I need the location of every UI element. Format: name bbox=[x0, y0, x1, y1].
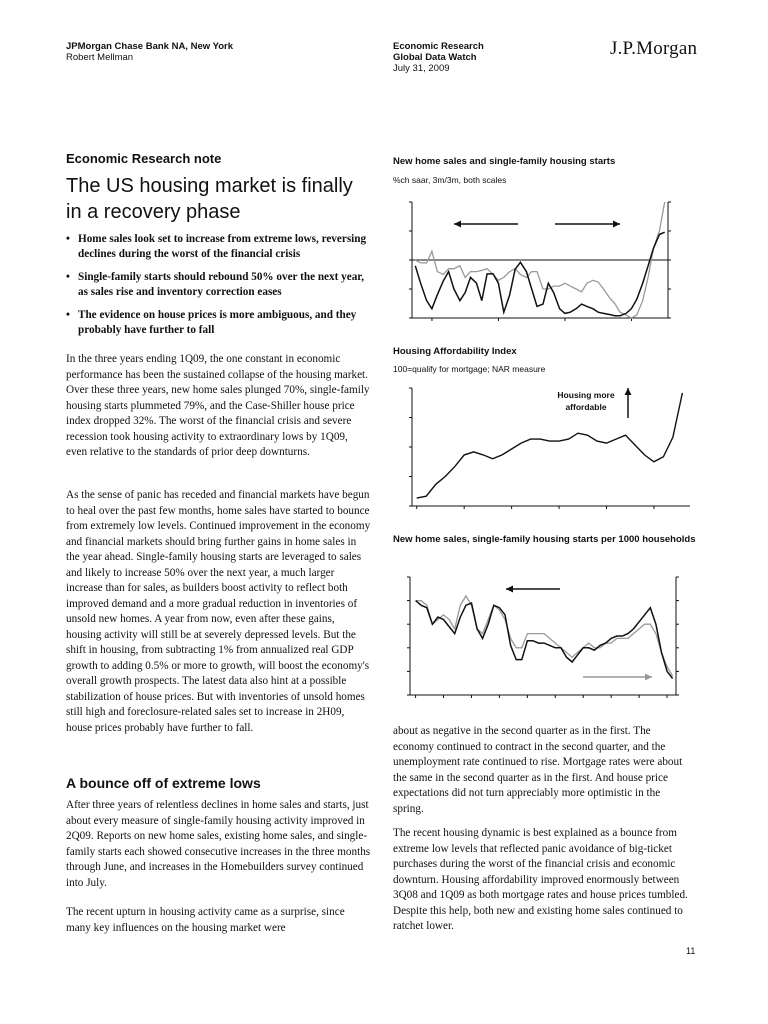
chart3-series-home-sales bbox=[416, 601, 673, 679]
publication: Global Data Watch bbox=[393, 52, 477, 63]
author-name: Robert Mellman bbox=[66, 52, 134, 63]
section-heading: A bounce off of extreme lows bbox=[66, 775, 261, 791]
chart3-title: New home sales, single-family housing starts per 1000 households bbox=[393, 534, 696, 545]
chart1-subtitle: %ch saar, 3m/3m, both scales bbox=[393, 175, 507, 185]
chart3-arrow-left-head bbox=[506, 586, 513, 593]
page-number: 11 bbox=[686, 946, 696, 956]
article-title: The US housing market is finally in a recovery phase bbox=[66, 175, 353, 223]
key-point: • The evidence on house prices is more ambiguous, and they probably have further to fall bbox=[66, 308, 371, 338]
paragraph-bounce: After three years of relentless declines in home sales and starts, just about every measure of single-family housing activity improved in 2Q09. Reports on new home sales, existing home sales, and single-family starts each showed consecutive increases in the three months through June, and increases in the Homebuilders survey continued into July. bbox=[66, 799, 371, 889]
chart3-series-starts bbox=[416, 596, 673, 676]
chart2-subtitle: 100=qualify for mortgage; NAR measure bbox=[393, 364, 546, 374]
paragraph-dynamic: The recent housing dynamic is best explained as a bounce from extreme low levels that reflected panic avoidance of big-ticket purchases during the worst of the financial crisis and economic downturn. Housing affordability improved enormously between 3Q08 and 1Q09 as both mortgage rates and house prices tumbled. Despite this help, both new and existing home sales continued to ratchet lower. bbox=[393, 827, 688, 932]
key-point: • Single-family starts should rebound 50% over the next year, as sales rise and inventory correction eases bbox=[66, 270, 371, 300]
key-point: • Home sales look set to increase from extreme lows, reversing declines during the worst of the financial crisis bbox=[66, 232, 371, 262]
chart2-title: Housing Affordability Index bbox=[393, 346, 517, 357]
paragraph-intro: In the three years ending 1Q09, the one constant in economic performance has been the sustained collapse of the housing market. Over these three years, new home sales plunged 70%, single-family housing starts plummeted 79%, and the Case-Shiller house price index dropped 32%. The worst of the financial crisis and severe recession took housing activity to extraordinary lows by 1Q09, even relative to the standards of prior deep downturns. bbox=[66, 353, 370, 458]
chart3-arrow-right-head bbox=[645, 674, 652, 681]
paragraph-surprise: The recent upturn in housing activity came as a surprise, since many key influences on the housing market were bbox=[66, 906, 345, 934]
jpmorgan-logo: J.P.Morgan bbox=[610, 38, 698, 59]
chart1-title: New home sales and single-family housing starts bbox=[393, 156, 616, 167]
department: Economic Research bbox=[393, 41, 484, 52]
publication-date: July 31, 2009 bbox=[393, 63, 450, 74]
note-label: Economic Research note bbox=[66, 151, 222, 166]
chart2-annotation: Housing more affordable bbox=[557, 390, 615, 412]
bank-name: JPMorgan Chase Bank NA, New York bbox=[66, 41, 234, 52]
paragraph-continued: about as negative in the second quarter as in the first. The economy continued to contract in the second quarter, and the unemployment rate continued to rise. Mortgage rates were about the same in the second quarter as in the first. And house price expectations did not turn appreciably more optimistic in the spring. bbox=[393, 725, 683, 815]
paragraph-outlook: As the sense of panic has receded and financial markets have begun to heal over the past few months, home sales have started to bounce from extremely low levels. Continued improvement in the economy and financial markets should bring further gains in home sales in the year ahead. Single-family housing starts are leveraged to sales and likely to increase 50% over the next year, a much larger increase than for sales, as builders boost activity to reflect both improved demand and a more gradual reduction in inventories of unsold new homes. A year from now, even after these gains, housing activity will still be at severely depressed levels. But the shift in housing, from subtracting 1% from annualized real GDP growth to adding 0.5% or more to growth, will boost the economy's overall growth prospects. The latest data also hint at a possible stabilization of house prices. But with inventories of unsold homes still high and foreclosure-related sales set to increase in 2H09, house prices probably have further to fall. bbox=[66, 489, 371, 734]
